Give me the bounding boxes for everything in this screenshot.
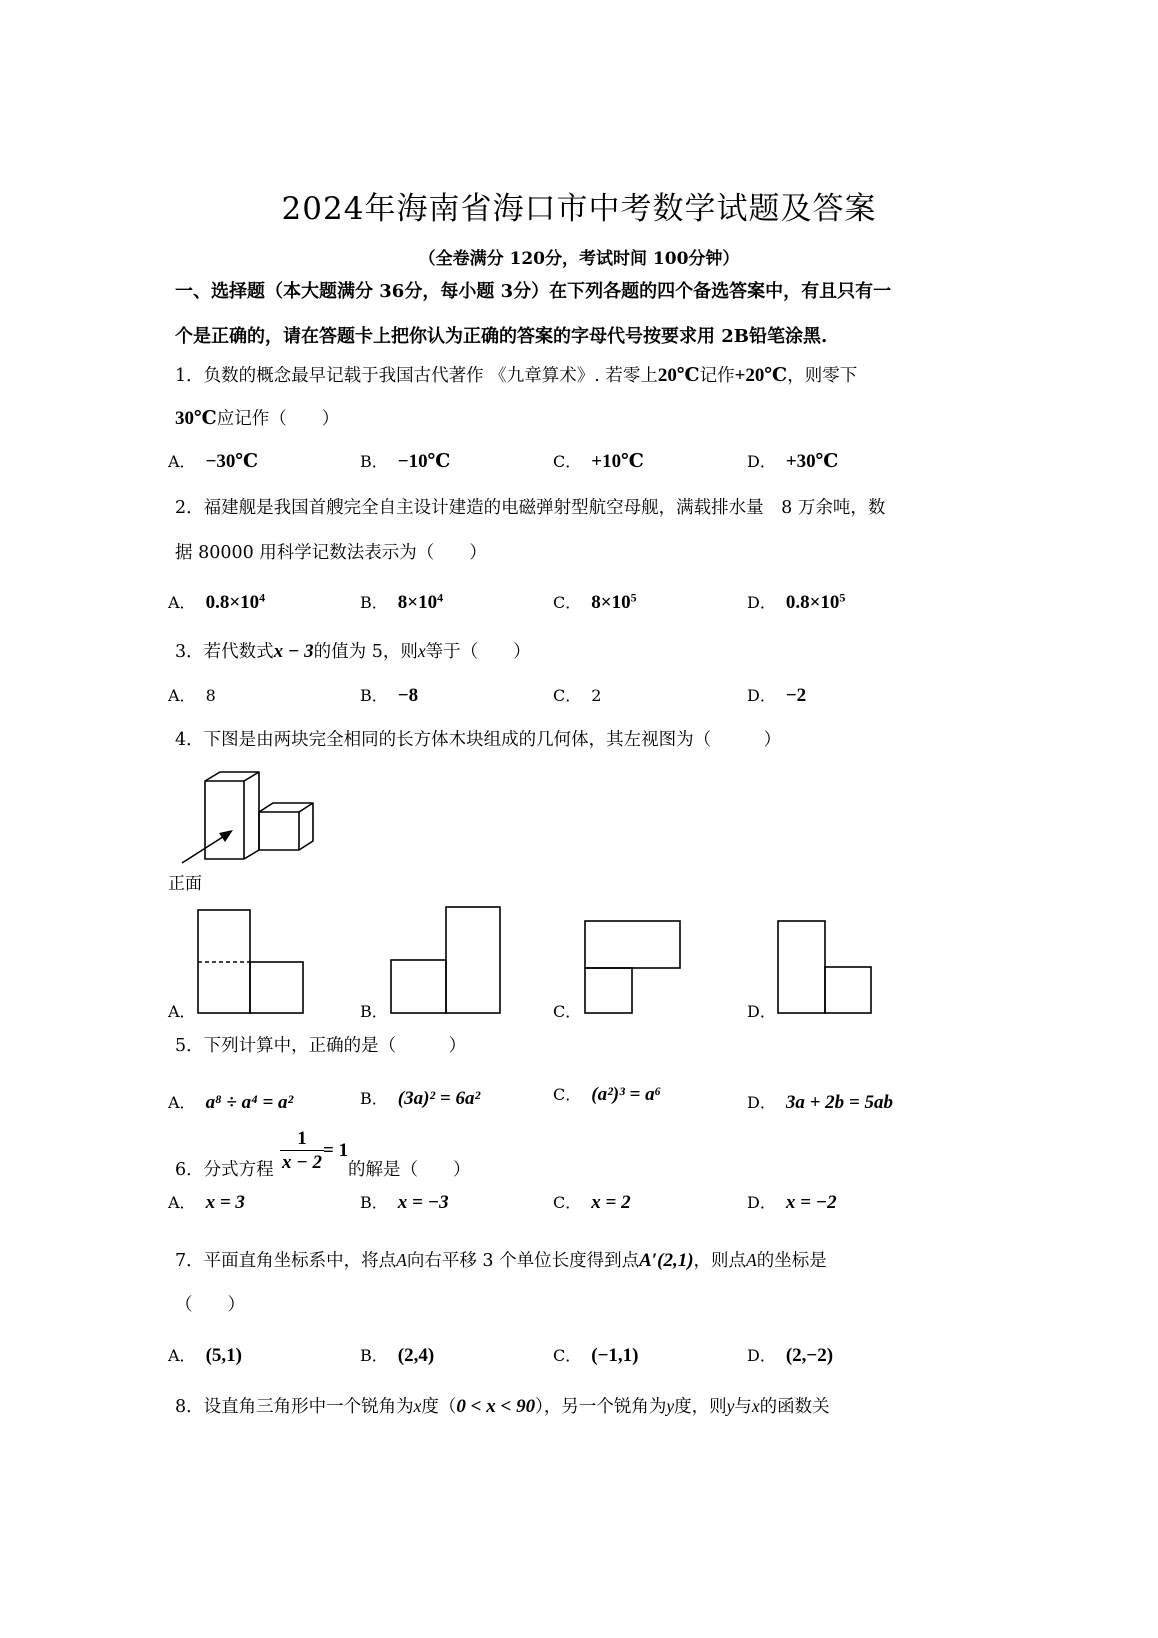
q2-option-c[interactable]: C． $8\times 10^5$ bbox=[553, 590, 637, 613]
q7-point: A′(2,1) bbox=[639, 1250, 694, 1271]
question-4: 4．下图是由两块完全相同的长方体木块组成的几何体，其左视图为（ ） bbox=[175, 730, 782, 750]
q2-option-a[interactable]: A． $0.8\times 10^4$ bbox=[168, 590, 266, 613]
q6-option-d[interactable]: D． x = −2 bbox=[747, 1192, 837, 1213]
q5-option-d[interactable]: D． 3a + 2b = 5ab bbox=[747, 1092, 893, 1113]
q1-math-3: 30℃ bbox=[175, 408, 217, 429]
q6-option-b[interactable]: B． x = −3 bbox=[360, 1192, 449, 1213]
q4-option-d[interactable]: D． bbox=[747, 1002, 776, 1021]
q6-fraction bbox=[279, 1128, 325, 1175]
q3-option-c[interactable]: C． 2 bbox=[553, 686, 602, 705]
section-instructions-line1: 一、选择题（本大题满分 36分，每小题 3分）在下列各题的四个备选答案中，有且只有一 bbox=[175, 281, 892, 302]
q4-option-a[interactable]: A． bbox=[168, 1002, 196, 1021]
q5-option-c[interactable]: C． (a²)³ = a⁶ bbox=[553, 1084, 662, 1105]
question-2-line2: 据 80000 用科学记数法表示为（ ） bbox=[175, 543, 487, 563]
q2-option-b[interactable]: B． $8\times 10^4$ bbox=[360, 590, 444, 613]
q6-equals: = 1 bbox=[323, 1140, 349, 1161]
q1-option-a[interactable]: A． −30℃ bbox=[168, 451, 259, 472]
q6-numerator: 1 bbox=[297, 1128, 307, 1149]
q6-option-c[interactable]: C． x = 2 bbox=[553, 1192, 631, 1213]
question-3: 3．若代数式x − 3的值为 5，则x等于（ ） bbox=[175, 641, 531, 662]
q4-option-c[interactable]: C． bbox=[553, 1002, 582, 1021]
q3-option-b[interactable]: B． −8 bbox=[360, 685, 419, 706]
q1-text-c: ，则零下 bbox=[787, 366, 858, 386]
q7-option-c[interactable]: C． (−1,1) bbox=[553, 1345, 639, 1366]
question-6-text-b: 的解是（ ） bbox=[348, 1160, 471, 1180]
q6-option-a[interactable]: A． x = 3 bbox=[168, 1192, 245, 1213]
q1-text-b: 记作 bbox=[699, 366, 735, 386]
q1-text-a: 1．负数的概念最早记载于我国古代著作 《九章算术》. 若零上 bbox=[175, 366, 658, 386]
question-1-line1 bbox=[175, 362, 857, 387]
question-2-line1: 2．福建舰是我国首艘完全自主设计建造的电磁弹射型航空母舰，满载排水量 8 万余吨，数 bbox=[175, 498, 886, 518]
q7-option-a[interactable]: A． (5,1) bbox=[168, 1345, 242, 1366]
q6-denominator: x − 2 bbox=[281, 1152, 322, 1173]
q1-option-d[interactable]: D． +30℃ bbox=[747, 451, 839, 472]
q7-option-b[interactable]: B． (2,4) bbox=[360, 1345, 435, 1366]
q1-option-b[interactable]: B． −10℃ bbox=[360, 451, 451, 472]
q8-range: 0 < x < 90 bbox=[456, 1396, 536, 1417]
q1-math-2: +20℃ bbox=[734, 365, 788, 386]
q3-option-a[interactable]: A． 8 bbox=[168, 686, 216, 705]
page-subtitle: （全卷满分 120分，考试时间 100分钟） bbox=[418, 249, 740, 269]
q4-front-label: 正面 bbox=[168, 874, 202, 894]
q1-math-1: 20℃ bbox=[657, 365, 700, 386]
q3-option-d[interactable]: D． −2 bbox=[747, 685, 807, 706]
q7-option-d[interactable]: D． (2,−2) bbox=[747, 1345, 834, 1366]
q1-option-c[interactable]: C． +10℃ bbox=[553, 451, 644, 472]
question-6-text-a: 6．分式方程 bbox=[175, 1160, 274, 1180]
page-title: 2024年海南省海口市中考数学试题及答案 bbox=[281, 191, 877, 227]
question-7-line2: （ ） bbox=[175, 1295, 245, 1315]
section-instructions-line2: 个是正确的，请在答题卡上把你认为正确的答案的字母代号按要求用 2B铅笔涂黑. bbox=[175, 326, 828, 347]
question-7-line1: 7．平面直角坐标系中，将点A向右平移 3 个单位长度得到点A′(2,1)，则点A的坐标是 bbox=[175, 1250, 827, 1271]
q4-option-b[interactable]: B． bbox=[360, 1002, 388, 1021]
question-5: 5．下列计算中，正确的是（ ） bbox=[175, 1036, 467, 1056]
q1-text-d: 应记作（ ） bbox=[216, 409, 340, 429]
q5-option-a[interactable]: A． a⁸ ÷ a⁴ = a² bbox=[168, 1092, 294, 1113]
question-1-line2 bbox=[175, 405, 339, 430]
q2-option-d[interactable]: D． $0.8\times 10^5$ bbox=[747, 590, 846, 613]
question-8-line1: 8．设直角三角形中一个锐角为x度（0 < x < 90），另一个锐角为y度，则y与x的函数关 bbox=[175, 1396, 830, 1417]
q3-expression: x − 3 bbox=[273, 641, 314, 662]
q5-option-b[interactable]: B． (3a)² = 6a² bbox=[360, 1088, 481, 1109]
